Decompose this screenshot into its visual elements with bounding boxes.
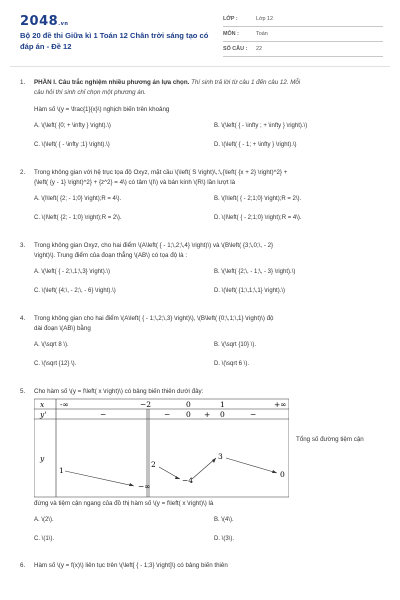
- variation-table-graphic: [34, 397, 289, 499]
- q2-choices-row2: [20, 215, 390, 227]
- vt-y-value: 3: [218, 452, 223, 461]
- question-4-text-cont: dài đoạn \(AB\) bằng: [34, 325, 91, 332]
- vt-y-value: 1: [59, 466, 64, 475]
- q3-choice-a[interactable]: A. \(\left( { - 2;\,1;\,3} \right).\): [34, 269, 111, 275]
- vt-y-value: 0: [280, 470, 285, 479]
- q1-choices-row1: [20, 123, 390, 135]
- part-heading: 1. PHẦN I. Câu trắc nghiệm nhiều phương án lựa chọn. Thí sinh trả lời từ câu 1 đến câu 12. Mỗi: [20, 79, 301, 86]
- vt-x-tick: +∞: [274, 400, 287, 409]
- q1-choice-a[interactable]: A. \(\left( {0; + \infty } \right).\): [34, 123, 111, 129]
- question-5-text: 5. Cho hàm số \(y = f\left( x \right)\) có bảng biến thiên dưới đây:: [20, 388, 204, 395]
- vt-y-value: 2: [151, 460, 156, 469]
- q5-choice-d[interactable]: D. \(3\).: [214, 536, 235, 542]
- question-2-text-cont: {\left( {y - 1} \right)^2} + {z^2} = 4\) có tâm \(I\) và bán kính \(R\) lần lượt là: [34, 179, 236, 186]
- header-divider: [10, 66, 390, 67]
- vt-side-note: Tổng số đường tiệm cận: [296, 436, 364, 443]
- q3-choice-d[interactable]: D. \(\left( {1;\,1;\,1} \right).\): [214, 288, 286, 294]
- q4-choice-b[interactable]: B. \(\sqrt {10} \).: [214, 342, 257, 348]
- question-list: [20, 78, 390, 571]
- q2-choice-d[interactable]: D. \(I\left( { - 2;1;0} \right);R = 4\).: [214, 215, 302, 221]
- vt-x-label: x: [40, 400, 45, 409]
- q1-choice-d[interactable]: D. \(\left( { - 1; + \infty } \right).\): [214, 142, 297, 148]
- q2-choices-row1: [20, 196, 390, 208]
- q1-choices-row2: [20, 142, 390, 154]
- vt-x-tick: 1: [220, 400, 225, 409]
- vt-y-value: −∞: [138, 482, 151, 491]
- q3-choices-row1: [20, 269, 390, 281]
- question-5-text-cont: đứng và tiệm cận ngang của đồ thị hàm số \(y = f\left( x \right)\) là: [34, 500, 214, 507]
- q2-choice-b[interactable]: B. \(I\left( { - 2;1;0} \right);R = 2\).: [214, 196, 302, 202]
- question-6-text: 6. Hàm số \(y = f(x)\) liên tục trên \(\left[ { - 1;3} \right]\) có bảng biến thiên: [20, 562, 228, 569]
- vt-arrow-down: [65, 471, 134, 486]
- vt-sign: −: [250, 410, 257, 419]
- question-3-text: 3. Trong không gian Oxyz, cho hai điểm \(A\left( { - 1;\,2;\,4} \right)\) và \(B\left( {3;\,0;\, - 2}: [20, 242, 274, 249]
- exam-meta: [223, 12, 383, 57]
- site-logo[interactable]: 2048.vn: [20, 14, 69, 29]
- q3-choice-b[interactable]: B. \(\left( {2;\, - 1;\, - 3} \right).\): [214, 269, 296, 275]
- q2-choice-a[interactable]: A. \(I\left( {2; - 1;0} \right);R = 4\).: [34, 196, 122, 202]
- vt-sign: −: [164, 410, 171, 419]
- vt-zero: 0: [220, 410, 225, 419]
- q3-choices-row2: [20, 288, 390, 300]
- q4-choice-d[interactable]: D. \(\sqrt 6 \).: [214, 361, 250, 367]
- q4-choices-row2: [20, 361, 390, 373]
- meta-row-class: LỚP : Lớp 12: [223, 12, 383, 27]
- exam-title: Bộ 20 đề thi Giữa kì 1 Toán 12 Chân trời sáng tạo có đáp án - Đề 12: [20, 31, 209, 51]
- q2-choice-c[interactable]: C. \(I\left( {2; - 1;0} \right);R = 2\).: [34, 215, 122, 221]
- vt-x-tick: -∞: [60, 400, 69, 409]
- vt-zero: 0: [186, 410, 191, 419]
- question-2-text: 2. Trong không gian với hệ trục tọa độ Oxyz, mặt cầu \(\left( S \right)\,:\,{\left( {x + 2} \right)^2} +: [20, 169, 288, 176]
- q5-choices-row1: [20, 517, 390, 529]
- vt-yprime-label: y': [40, 410, 47, 419]
- vt-x-tick: 0: [186, 400, 191, 409]
- vt-sign: +: [204, 410, 211, 419]
- q5-choice-b[interactable]: B. \(4\).: [214, 517, 234, 523]
- q4-choices-row1: [20, 342, 390, 354]
- vt-x-tick: −2: [140, 400, 152, 409]
- q1-choice-b[interactable]: B. \(\left( { - \infty ; + \infty } \right).\): [214, 123, 308, 129]
- variation-table: [34, 397, 364, 499]
- question-1-text: Hàm số \(y = \frac{1}{x}\) nghịch biến trên khoảng: [34, 106, 170, 113]
- part-instructions: câu hỏi thí sinh chỉ chọn một phương án.: [34, 89, 146, 96]
- q4-choice-a[interactable]: A. \(\sqrt 8 \).: [34, 342, 69, 348]
- q4-choice-c[interactable]: C. \(\sqrt {12} \).: [34, 361, 77, 367]
- q5-choices-row2: [20, 536, 390, 548]
- q3-choice-c[interactable]: C. \(\left( {4;\, - 2;\, - 6} \right).\): [34, 288, 116, 294]
- meta-row-question-count: SỐ CÂU : 22: [223, 42, 383, 57]
- vt-y-label: y: [40, 454, 45, 463]
- vt-arrow-down: [226, 458, 277, 473]
- page-header: [0, 0, 400, 62]
- question-4-text: 4. Trong không gian cho hai điểm \(A\left( { - 1;\,2;\,3} \right)\), \(B\left( {0;\,1;\,1} \right)\) độ: [20, 315, 274, 322]
- vt-sign: −: [100, 410, 107, 419]
- meta-row-subject: MÔN : Toán: [223, 27, 383, 42]
- q1-choice-c[interactable]: C. \(\left( { - \infty ;1} \right).\): [34, 142, 110, 148]
- q5-choice-c[interactable]: C. \(1\).: [34, 536, 55, 542]
- q5-choice-a[interactable]: A. \(2\).: [34, 517, 54, 523]
- vt-arrow-up: [192, 458, 216, 479]
- question-3-text-cont: \right)\). Trung điểm của đoạn thẳng \(AB\) có tọa độ là :: [34, 252, 188, 259]
- vt-y-value: −4: [182, 476, 194, 485]
